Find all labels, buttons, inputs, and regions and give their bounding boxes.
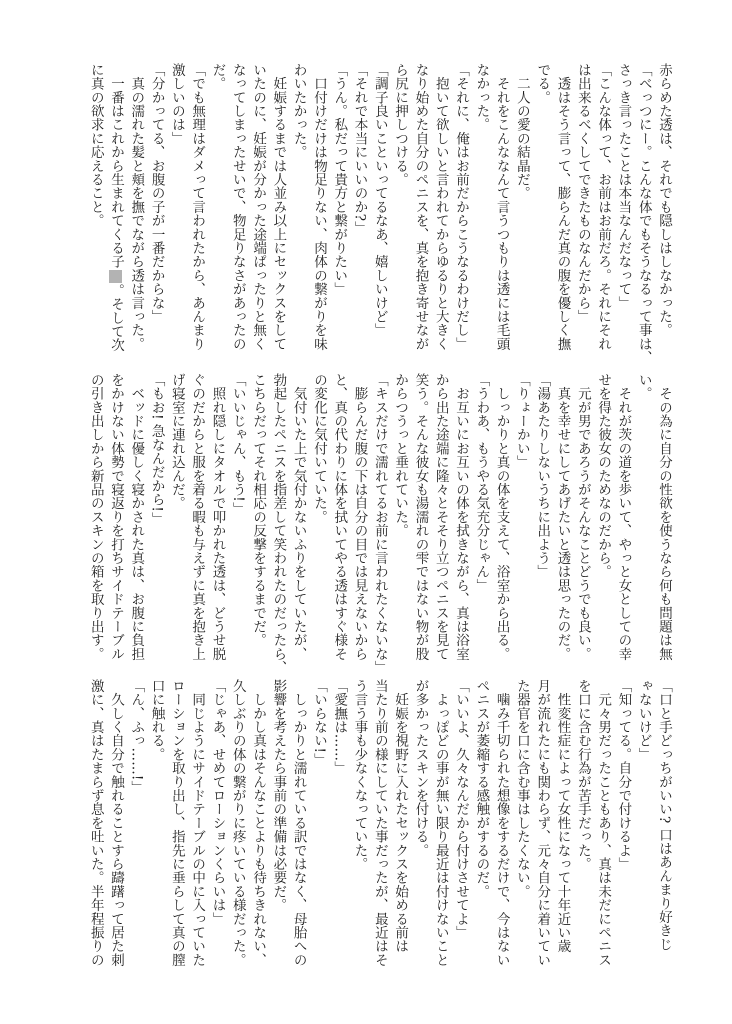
text-line: 「湯あたりしないうちに出よう」: [534, 373, 551, 579]
text-line: からつうっと垂れていた。: [392, 373, 409, 538]
text-line: ゃないけど」: [635, 679, 652, 762]
text-line: 勃起したペニスを指差して笑われたのだったら、: [270, 373, 287, 675]
text-line: ベッドに優しく寝かされた真は、お腹に負担: [128, 373, 145, 661]
text-line: ぐのだからと服を着る暇も与えずに真を抱き上: [189, 373, 206, 661]
text-band-2: [76, 373, 674, 675]
text-line: 「それで本当にいいのか?」: [351, 63, 368, 235]
text-line: しっかりと真の体を支えて、浴室から出る。: [493, 373, 510, 661]
text-line: 口付けだけは物足りない、肉体の繋がりを味: [310, 63, 327, 351]
text-line: 「うん。私だって貴方と繋がりたい」: [331, 63, 348, 296]
text-line: 久しく自分で触れることすら躊躇って居た刺: [107, 679, 124, 967]
text-line: 「べっつにー。こんな体でもそうなるって事は、: [635, 63, 652, 365]
text-line: なかった。: [473, 63, 490, 132]
text-line: 透はそう言って、膨らんだ真の腹を優しく撫: [554, 63, 571, 351]
text-line: しっかりと濡れている訳ではなく、母胎への: [290, 679, 307, 967]
text-line: が多かったスキンを付ける。: [412, 679, 429, 858]
text-line: 激に、真はたまらず息を吐いた。半年程振りの: [87, 679, 104, 967]
text-segment: 。そして次: [107, 283, 124, 352]
text-line: を口に含む行為が苦手だった。: [574, 679, 591, 871]
text-line: だ。: [209, 63, 226, 91]
text-line: 「うわあ、もうやる気充分じゃん」: [473, 373, 490, 593]
redaction-box: [109, 270, 122, 283]
text-line: なり始めた自分のペニスを、真を抱き寄せなが: [412, 63, 429, 351]
text-band-3: [76, 679, 674, 975]
text-line: 「でも無理はダメって言われたから、あんまり: [189, 63, 206, 351]
text-line: 「知ってる。自分で付けるよ」: [615, 679, 632, 871]
text-line: それが茨の道を歩いて、やっと女としての幸: [615, 373, 632, 661]
text-line: 「口と手どっちがいい? 口はあんまり好きじ: [656, 679, 672, 952]
text-line: ペニスが萎縮する感触がするのだ。: [473, 679, 490, 899]
text-line: 妊娠を視野に入れたセックスを始める前は: [392, 679, 409, 953]
text-line: 抱いて欲しいと言われてからゆるりと大きく: [432, 63, 449, 351]
text-line: わいたかった。: [290, 63, 307, 159]
text-line: 「ん、ふっ……!」: [128, 679, 145, 795]
text-line: ら尻に押しつける。: [392, 63, 409, 187]
text-line: せを得た彼女のためなのだから。: [595, 373, 612, 579]
text-line: は出来るべくしてできたものなんだから」: [574, 63, 591, 324]
text-line: た器官を口に含む事はしたくない。: [513, 679, 530, 899]
text-line: 口に触れる。: [148, 679, 165, 762]
text-line: その為に自分の性欲を使うなら何も問題は無: [656, 373, 672, 661]
text-line: 月が流れたにも関わらず、元々自分に着いてい: [534, 679, 551, 967]
text-band-1: [76, 63, 674, 365]
text-line: 性変性症によって女性になって十年近い歳: [554, 679, 571, 953]
text-line: う言う事も少なくなっていた。: [351, 679, 368, 871]
text-line: 「キスだけで濡れてるお前に言われたくないな」: [371, 373, 388, 675]
text-segment: 一番はこれから生まれてくる子: [107, 63, 124, 269]
text-line: それをこんななんて言うつもりは透には毛頭: [493, 63, 510, 351]
text-line: 「それに、俺はお前だからこうなるわけだし」: [453, 63, 470, 351]
text-line: 元々男だったこともあり、真は未だにペニス: [595, 679, 612, 967]
text-line: 「こんな体って、お前はお前だろ。それにそれ: [595, 63, 612, 351]
text-line: 「いいじゃん、もう!」: [229, 373, 246, 516]
text-line: 「分かってる、お腹の子が一番だからな」: [148, 63, 165, 324]
text-line: 気付いた上で気付かないふりをしていたが、: [290, 373, 307, 661]
text-line: に真の欲求に応えること。: [87, 63, 104, 228]
text-line: いたのに、妊娠が分かった途端ぱったりと無く: [250, 63, 267, 351]
text-line: 元が男であろうがそんなことどうでも良い。: [574, 373, 591, 661]
text-line: 「いらない!」: [310, 679, 327, 767]
text-line: 膨らんだ腹の下は自分の目では見えないから: [351, 373, 368, 661]
text-line: から出た途端に隆々とそそり立つペニスを見て: [432, 373, 449, 661]
text-line: ローションを取り出し、指先に垂らして真の膣: [168, 679, 185, 967]
text-line: 真の濡れた髪と頬を撫でながら透は言った。: [128, 63, 145, 351]
text-line: 久しぶりの体の繋がりに疼いている様だった。: [229, 679, 246, 967]
text-line: 噛み千切られた想像をするだけで、今はない: [493, 679, 510, 967]
text-line: こちらだってそれ相応の反撃をするまでだ。: [250, 373, 267, 647]
text-line: 「いいよ、久々なんだから付けさせてよ」: [453, 679, 470, 940]
text-line: 妊娠するまでは人並み以上にセックスをして: [270, 63, 287, 351]
text-line: しかし真はそんなことよりも待ちきれない、: [250, 679, 267, 967]
text-line: 真を幸せにしてあげたいと透は思ったのだ。: [554, 373, 571, 661]
text-line: げ寝室に連れ込んだ。: [168, 373, 185, 510]
text-line: 影響を考えたら事前の準備は必要だ。: [270, 679, 287, 912]
text-line: [106, 63, 126, 359]
text-line: 赤らめた透は、それでも隠しはしなかった。: [656, 63, 672, 337]
text-line: でる。: [534, 63, 551, 105]
text-line: なってしまったせいで、物足りなさがあったの: [229, 63, 246, 351]
text-line: をかけない体勢で寝返りを打ちサイドテーブル: [107, 373, 124, 661]
text-line: の引き出しから新品のスキンの箱を取り出す。: [87, 373, 104, 661]
text-line: と、真の代わりに体を拭いてやる透はすぐ様そ: [331, 373, 348, 661]
text-line: い。: [635, 373, 652, 401]
text-line: の変化に気付いていた。: [310, 373, 327, 524]
text-line: 照れ隠しにタオルで叩かれた透は、どうせ脱: [209, 373, 226, 661]
text-line: 「じゃあ、せめてローションくらいは」: [209, 679, 226, 926]
text-line: お互いにお互いの体を拭きながら、真は浴室: [453, 373, 470, 661]
text-line: 笑う。そんな彼女も湯濡れの雫ではない物が股: [412, 373, 429, 661]
text-line: 「調子良いこといってるなあ、嬉しいけど」: [371, 63, 388, 337]
text-line: 激しいのは」: [168, 63, 185, 146]
text-line: 「りょーかい」: [513, 373, 530, 469]
text-line: さっき言ったことは本当なんだなって」: [615, 63, 632, 310]
text-line: 二人の愛の結晶だ。: [513, 63, 530, 200]
text-line: 当たり前の様にしていた事だったが、最近はそ: [371, 679, 388, 967]
text-line: 同じようにサイドテーブルの中に入っていた: [189, 679, 206, 967]
text-line: 「もお! 急なんだから!」: [148, 373, 165, 526]
text-line: 「愛撫は……」: [331, 679, 348, 775]
text-line: よっぽどの事が無い限り最近は付けないこと: [432, 679, 449, 967]
